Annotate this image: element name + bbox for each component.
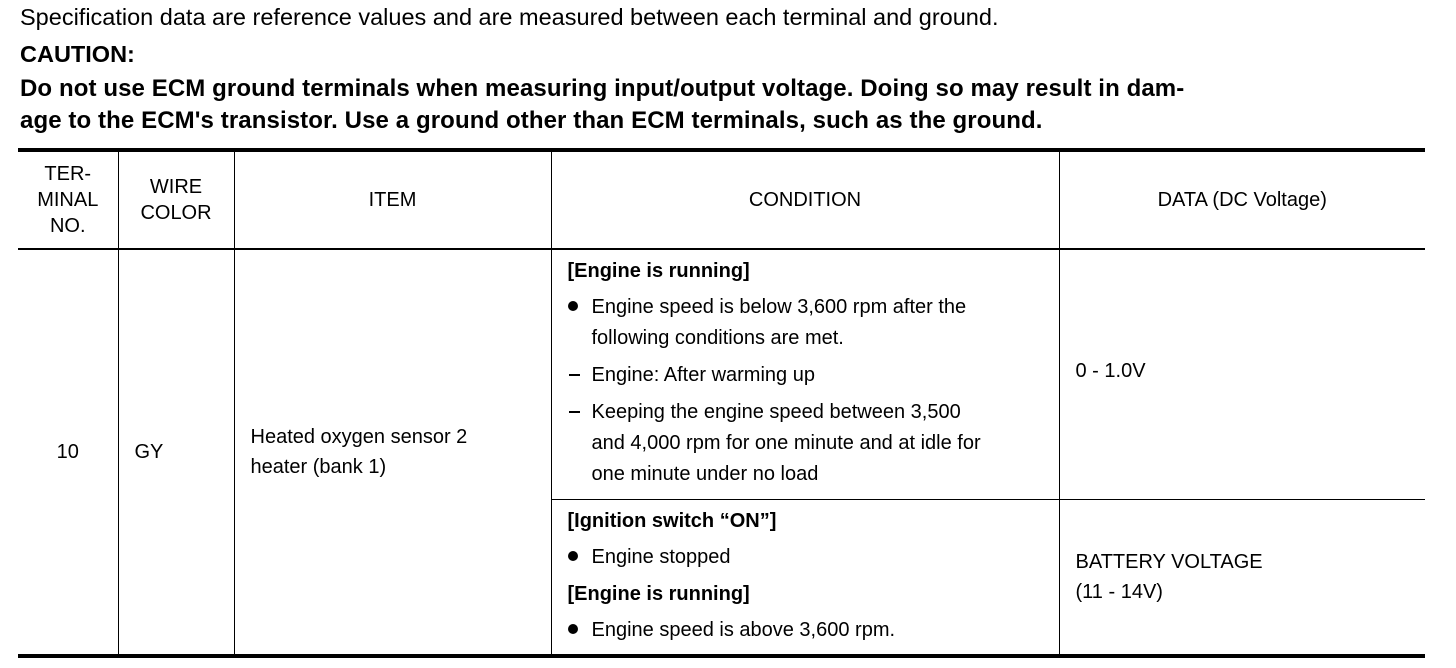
data-value — [1059, 499, 1425, 656]
condition-text: one minute under no load — [591, 463, 819, 485]
header-terminal-line: NO. — [49, 215, 86, 237]
data-value: 0 - 1.0V — [1059, 249, 1425, 499]
item-description — [234, 249, 551, 656]
condition-bullet — [568, 542, 1049, 573]
dash-icon — [568, 360, 588, 391]
condition-text: following conditions are met. — [591, 327, 844, 349]
terminal-number: 10 — [18, 249, 118, 656]
bullet-icon — [568, 615, 588, 646]
header-wire-color — [118, 150, 234, 249]
table-header-row — [18, 150, 1425, 249]
condition-heading: [Engine is running] — [567, 582, 750, 605]
header-item: ITEM — [234, 150, 551, 249]
data-line: (11 - 14V) — [1075, 580, 1163, 603]
header-terminal-line: TER- — [44, 163, 92, 185]
header-terminal-line: MINAL — [37, 189, 99, 211]
condition-cell — [551, 499, 1059, 656]
intro-text: Specification data are reference values and are measured between each terminal and ground. — [20, 4, 999, 30]
header-wire-line: WIRE — [149, 176, 203, 198]
terminal-spec-table — [18, 148, 1425, 658]
condition-text: Engine speed is above 3,600 rpm. — [591, 618, 896, 641]
caution-line-1: Do not use ECM ground terminals when measuring input/output voltage. Doing so may result in dam- — [20, 75, 1185, 102]
wire-color: GY — [118, 249, 234, 656]
item-line: Heated oxygen sensor 2 — [250, 426, 468, 448]
dash-icon — [568, 397, 588, 428]
condition-dash-item — [568, 360, 1049, 391]
caution-title: CAUTION: — [20, 41, 135, 67]
condition-bullet — [568, 615, 1049, 646]
condition-text: Keeping the engine speed between 3,500 — [591, 401, 961, 423]
condition-heading: [Engine is running] — [567, 260, 750, 282]
caution-text — [20, 73, 1430, 137]
condition-bullet — [568, 292, 1049, 354]
table-row — [18, 249, 1425, 499]
condition-text: Engine stopped — [591, 545, 731, 568]
condition-cell — [551, 249, 1059, 499]
condition-text: Engine speed is below 3,600 rpm after the — [591, 296, 967, 318]
item-line: heater (bank 1) — [250, 456, 387, 478]
header-terminal-no — [18, 150, 118, 249]
bullet-icon — [568, 542, 588, 573]
condition-heading: [Ignition switch “ON”] — [567, 509, 777, 532]
data-line: BATTERY VOLTAGE — [1075, 550, 1263, 573]
header-data: DATA (DC Voltage) — [1059, 150, 1425, 249]
condition-text: and 4,000 rpm for one minute and at idle for — [591, 432, 981, 454]
header-condition: CONDITION — [551, 150, 1059, 249]
header-wire-line: COLOR — [140, 202, 212, 224]
caution-line-2: age to the ECM's transistor. Use a ground other than ECM terminals, such as the ground. — [20, 107, 1043, 134]
condition-text: Engine: After warming up — [591, 364, 815, 386]
condition-dash-item — [568, 397, 1049, 490]
bullet-icon — [568, 292, 588, 323]
